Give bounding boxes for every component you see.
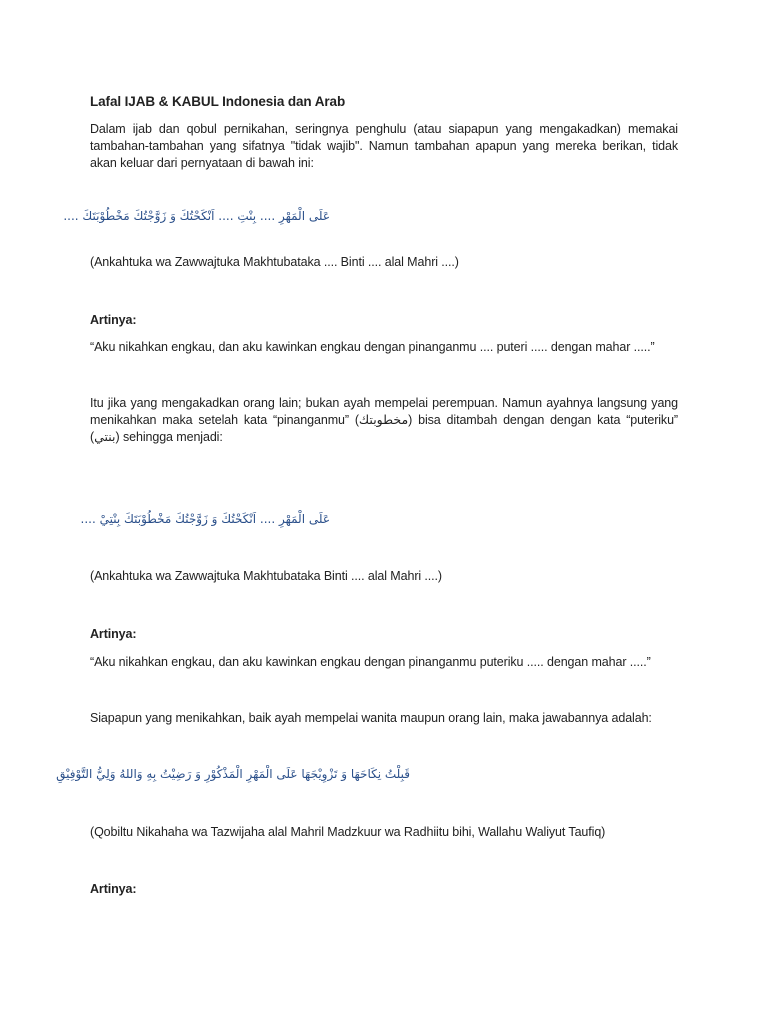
page-title: Lafal IJAB & KABUL Indonesia dan Arab bbox=[90, 94, 346, 109]
kabul-arabic: قَبِلْتُ نِكَاحَهَا وَ تَزْوِيْجَهَا عَلَى الْمَهْرِ الْمَذْكُوْرِ وَ رَضِيْتُ بِهِ وَاللهُ وَلِيُّ التَّوْفِيْقِ bbox=[56, 767, 410, 781]
kabul-intro: Siapapun yang menikahkan, baik ayah mempelai wanita maupun orang lain, maka jawabannya adalah: bbox=[90, 711, 652, 725]
kabul-artinya-label: Artinya: bbox=[90, 882, 137, 896]
ijab1-latin: (Ankahtuka wa Zawwajtuka Makhtubataka .... Binti .... alal Mahri ....) bbox=[90, 255, 459, 269]
kabul-latin: (Qobiltu Nikahaha wa Tazwijaha alal Mahril Madzkuur wa Radhiitu bihi, Wallahu Waliyut Taufiq) bbox=[90, 825, 606, 839]
ijab2-meaning: “Aku nikahkan engkau, dan aku kawinkan engkau dengan pinanganmu puteriku ..... dengan mahar .....” bbox=[90, 655, 651, 669]
note-paragraph: Itu jika yang mengakadkan orang lain; bukan ayah mempelai perempuan. Namun ayahnya langsung yang menikahkan maka setelah kata “pinanganmu” (مخطوبتك) bisa ditambah dengan dengan kata “puteriku” (بنتي) sehingga menjadi: bbox=[90, 396, 678, 444]
ijab1-meaning: “Aku nikahkan engkau, dan aku kawinkan engkau dengan pinanganmu .... puteri ..... dengan mahar .....” bbox=[90, 340, 655, 354]
ijab1-arabic: عَلَى الْمَهْرِ .... بِنْتِ .... اَنْكَحْتُكَ وَ زَوَّجْتُكَ مَخْطُوْبَتَكَ .... bbox=[63, 209, 330, 223]
intro-paragraph: Dalam ijab dan qobul pernikahan, seringnya penghulu (atau siapapun yang mengakadkan) memakai tambahan-tambahan yang sifatnya "tidak wajib". Namun tambahan apapun yang mereka berikan, tidak akan keluar dari pernyataan di bawah ini: bbox=[90, 122, 678, 170]
ijab1-artinya-label: Artinya: bbox=[90, 313, 137, 327]
ijab2-arabic: عَلَى الْمَهْرِ .... اَنْكَحْتُكَ وَ زَوَّجْتُكَ مَخْطُوْبَتَكَ بِنْتِيْ .... bbox=[80, 512, 330, 526]
ijab2-latin: (Ankahtuka wa Zawwajtuka Makhtubataka Binti .... alal Mahri ....) bbox=[90, 569, 442, 583]
ijab2-artinya-label: Artinya: bbox=[90, 627, 137, 641]
